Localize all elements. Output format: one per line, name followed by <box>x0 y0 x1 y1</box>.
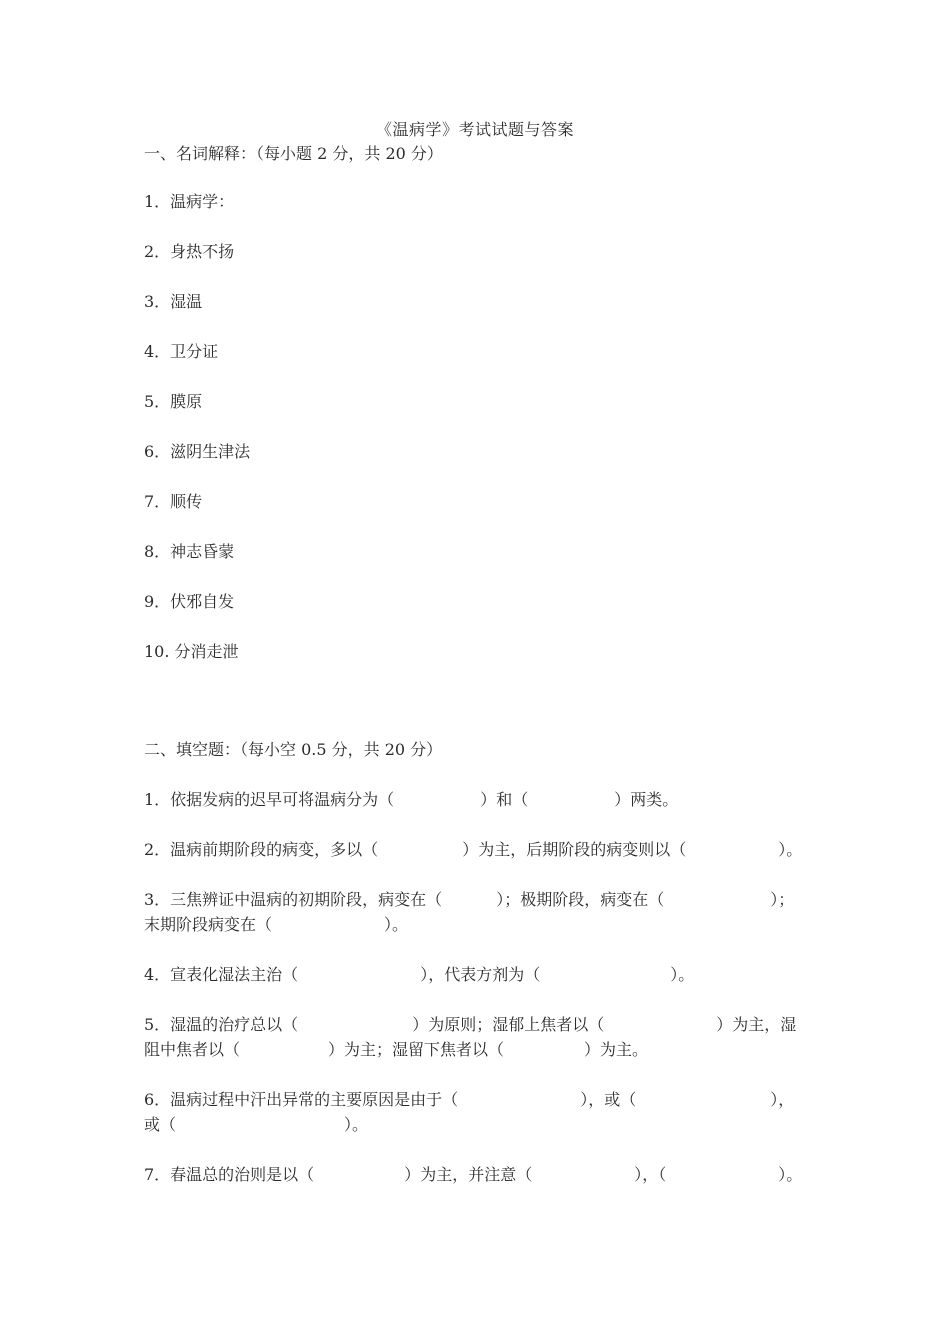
fill-question-4: 4．宣表化湿法主治（ ），代表方剂为（ ）。 <box>144 965 695 984</box>
term-item-9: 9．伏邪自发 <box>144 592 235 611</box>
term-item-5: 5．膜原 <box>144 392 203 411</box>
section2-heading: 二、填空题：（每小空 0.5 分，共 20 分） <box>144 740 443 759</box>
fill-question-6: 6．温病过程中汗出异常的主要原因是由于（ ），或（ ）， <box>144 1090 795 1109</box>
fill-question-6-cont: 或（ ）。 <box>144 1115 369 1134</box>
fill-question-2: 2．温病前期阶段的病变，多以（ ）为主，后期阶段的病变则以（ ）。 <box>144 840 803 859</box>
term-item-1: 1．温病学： <box>144 192 235 211</box>
fill-question-1: 1．依据发病的迟早可将温病分为（ ）和（ ）两类。 <box>144 790 679 809</box>
page-title: 《温病学》考试试题与答案 <box>375 120 574 139</box>
term-item-10: 10. 分消走泄 <box>144 642 239 661</box>
fill-question-3: 3．三焦辨证中温病的初期阶段，病变在（ ）；极期阶段，病变在（ ）； <box>144 890 795 909</box>
section1-heading: 一、名词解释：（每小题 2 分，共 20 分） <box>144 144 443 163</box>
fill-question-5-cont: 阻中焦者以（ ）为主；湿留下焦者以（ ）为主。 <box>144 1040 649 1059</box>
term-item-3: 3．湿温 <box>144 292 203 311</box>
fill-question-5: 5．湿温的治疗总以（ ）为原则；湿郁上焦者以（ ）为主，湿 <box>144 1015 797 1034</box>
term-item-7: 7．顺传 <box>144 492 203 511</box>
term-item-2: 2．身热不扬 <box>144 242 235 261</box>
term-item-8: 8．神志昏蒙 <box>144 542 235 561</box>
fill-question-3-cont: 末期阶段病变在（ ）。 <box>144 915 409 934</box>
term-item-6: 6．滋阴生津法 <box>144 442 251 461</box>
term-item-4: 4．卫分证 <box>144 342 219 361</box>
fill-question-7: 7．春温总的治则是以（ ）为主，并注意（ ），（ ）。 <box>144 1165 803 1184</box>
